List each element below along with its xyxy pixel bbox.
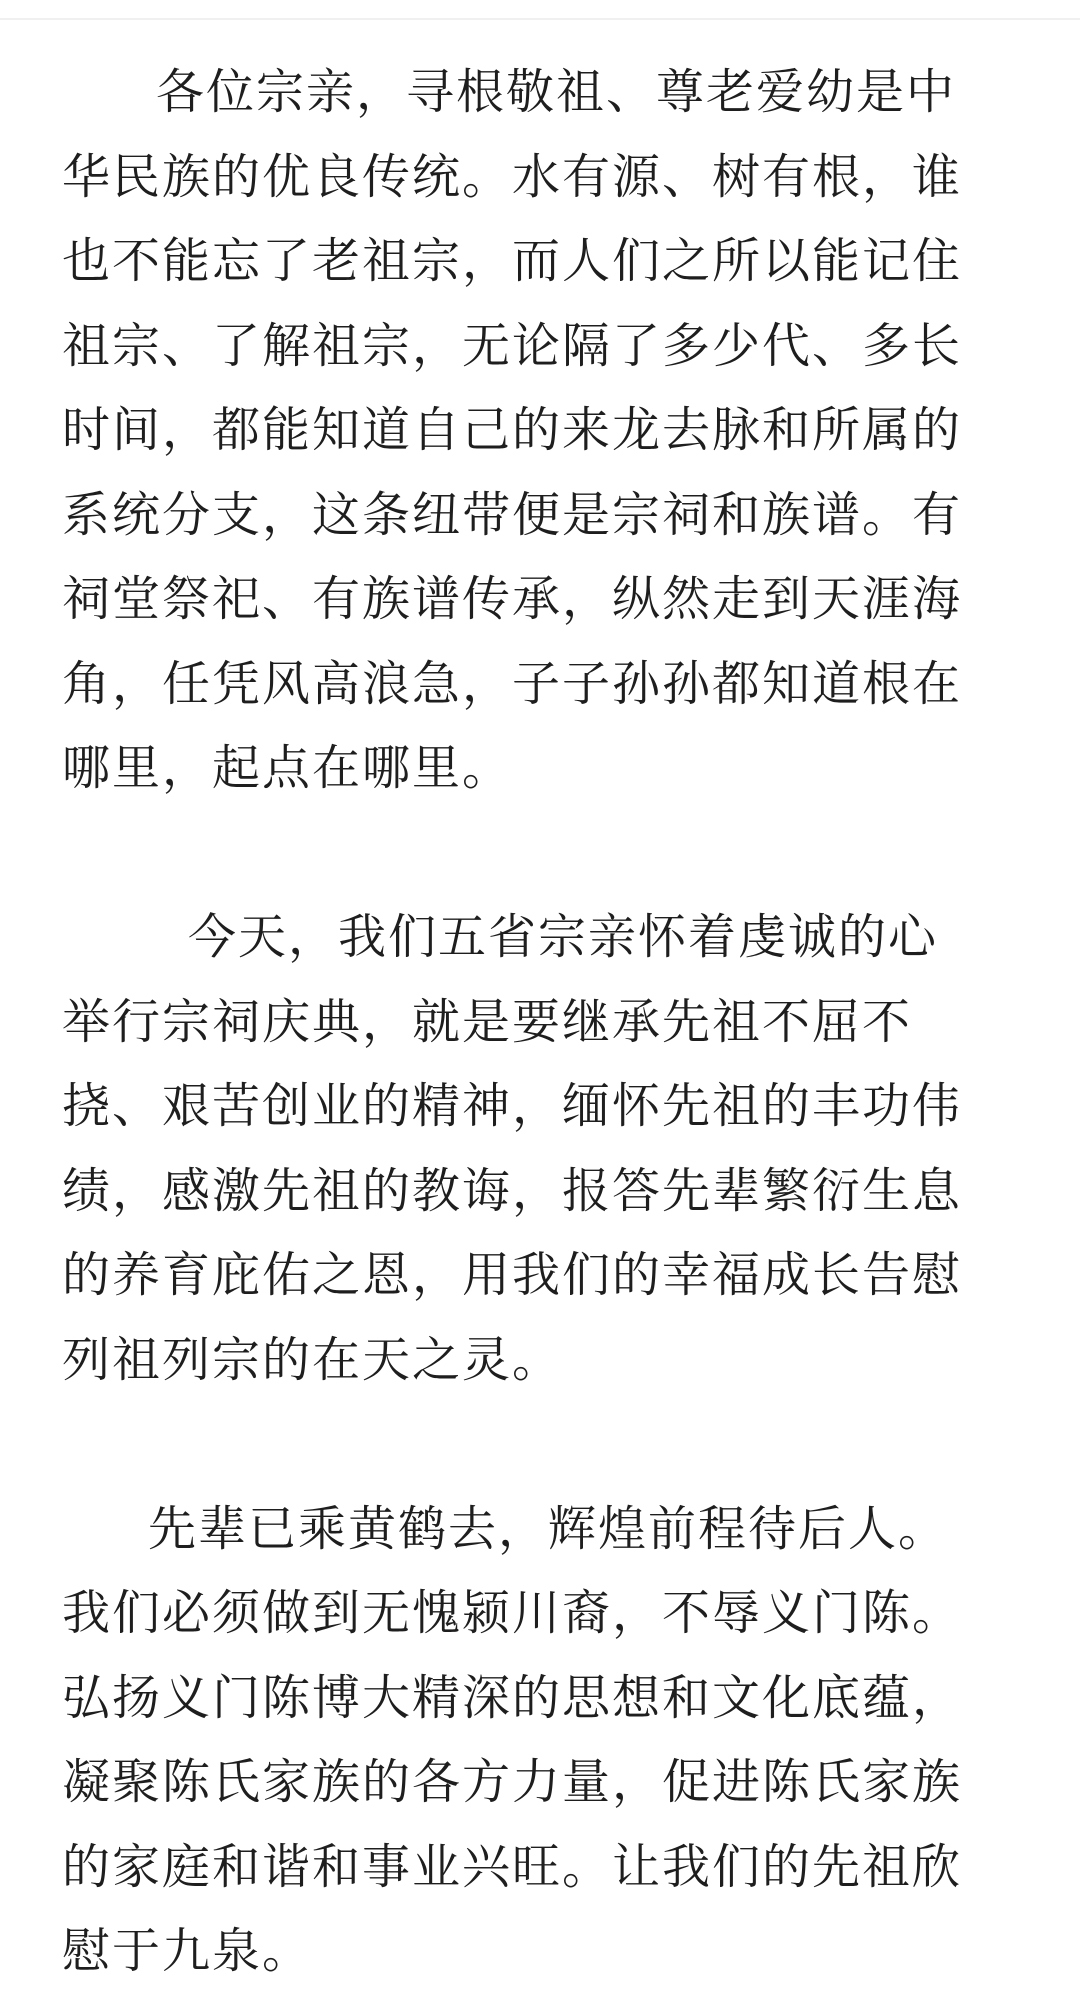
paragraph-line: 凝聚陈氏家族的各方力量，促进陈氏家族 [62,1754,963,1810]
paragraph-1 [62,50,1022,811]
paragraph-line: 挠、艰苦创业的精神，缅怀先祖的丰功伟 [62,1078,963,1134]
paragraph-line: 绩，感激先祖的教诲，报答先辈繁衍生息 [62,1162,963,1219]
paragraph-spacer [62,811,1022,896]
paragraph-line: 慰于九泉。 [62,1923,313,1979]
paragraph-line: 列祖列宗的在天之灵。 [62,1331,563,1388]
top-divider [0,18,1080,20]
paragraph-line: 时间，都能知道自己的来龙去脉和所属的 [62,402,963,458]
paragraph-line: 祠堂祭祀、有族谱传承，纵然走到天涯海 [62,571,963,627]
paragraph-line: 先辈已乘黄鹤去，辉煌前程待后人。 [148,1500,949,1557]
paragraph-line: 也不能忘了老祖宗，而人们之所以能记住 [62,233,963,289]
paragraph-line: 的养育庇佑之恩，用我们的幸福成长告慰 [62,1247,963,1303]
paragraph-line: 角，任凭风高浪急，子子孙孙都知道根在 [62,655,963,712]
paragraph-spacer [62,1402,1022,1487]
paragraph-line: 系统分支，这条纽带便是宗祠和族谱。有 [62,486,963,543]
paragraph-line: 祖宗、了解祖宗，无论隔了多少代、多长 [62,317,963,374]
paragraph-line: 弘扬义门陈博大精深的思想和文化底蕴， [62,1669,963,1726]
paragraph-line: 各位宗亲，寻根敬祖、尊老爱幼是中 [156,64,957,120]
paragraph-line: 哪里，起点在哪里。 [62,740,513,796]
paragraph-line: 我们必须做到无愧颍川裔，不辱义门陈。 [62,1585,963,1641]
paragraph-line: 华民族的优良传统。水有源、树有根，谁 [62,148,963,205]
paragraph-line: 举行宗祠庆典，就是要继承先祖不屈不 [62,993,913,1050]
paragraph-line: 今天，我们五省宗亲怀着虔诚的心 [188,909,939,965]
paragraph-line: 的家庭和谐和事业兴旺。让我们的先祖欣 [62,1838,963,1895]
paragraph-3 [62,1487,1022,1994]
article-body [62,50,1022,1994]
paragraph-2 [62,895,1022,1402]
